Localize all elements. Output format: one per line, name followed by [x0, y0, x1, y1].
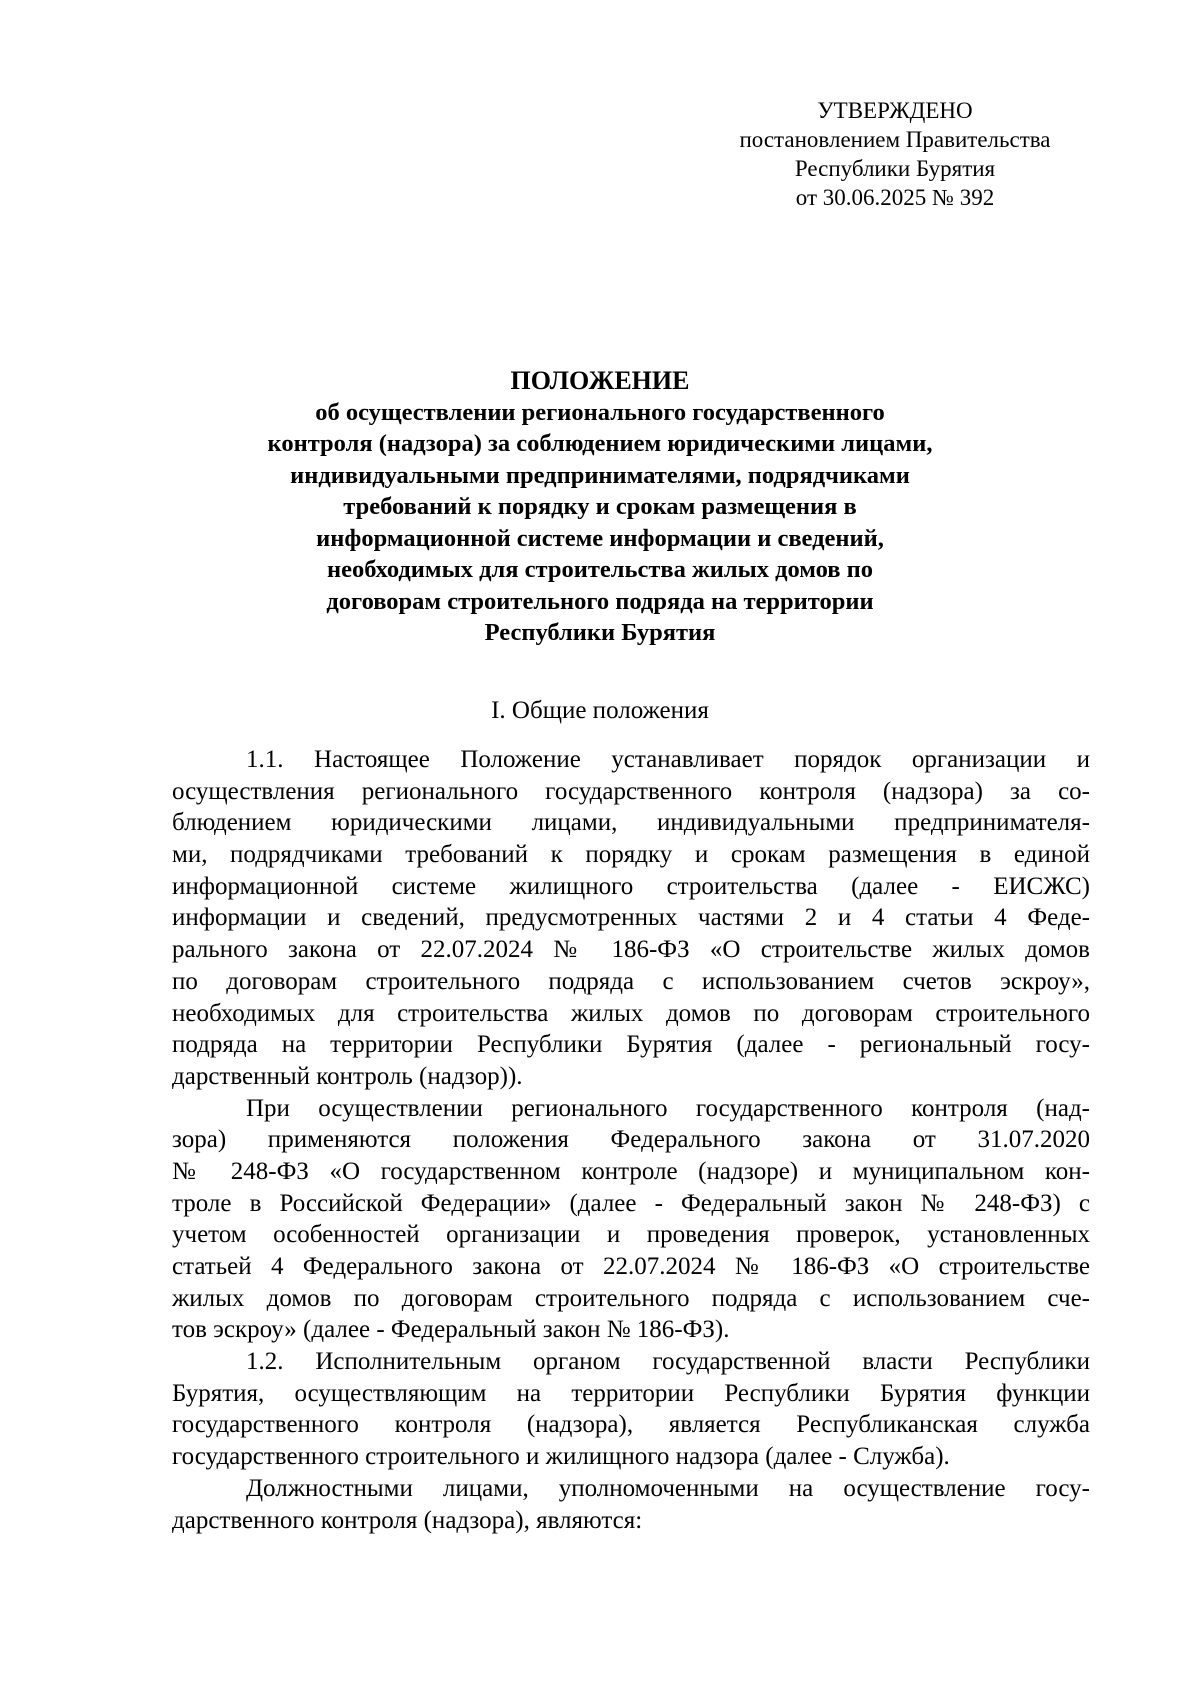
text-line: по договорам строительного подряда с использованием счетов эскроу», — [172, 967, 1090, 995]
text-line: ми, подрядчиками требований к порядку и срокам размещения в единой — [172, 841, 1090, 869]
text-line: государственного контроля (надзора), является Республиканская служба — [172, 1411, 1090, 1439]
title-main: ПОЛОЖЕНИЕ — [510, 366, 690, 395]
text-line: При осуществлении регионального государственного контроля (над- — [246, 1094, 1090, 1122]
approval-line: от 30.06.2025 № 392 — [795, 185, 995, 210]
title-line: индивидуальными предпринимателями, подрядчиками — [290, 461, 910, 489]
paragraph-1-1 — [172, 744, 1090, 1093]
text-line: Бурятия, осуществляющим на территории Республики Бурятия функции — [172, 1379, 1090, 1407]
title-line: требований к порядку и срокам размещения в — [343, 493, 857, 520]
text-line: № 248-ФЗ «О государственном контроле (надзоре) и муниципальном кон- — [172, 1157, 1090, 1185]
text-line: дарственный контроль (надзор)). — [172, 1062, 523, 1090]
title-line: Республики Бурятия — [484, 619, 716, 646]
text-line: необходимых для строительства жилых домов по договорам строительного — [172, 999, 1090, 1027]
text-line: учетом особенностей организации и проведения проверок, установленных — [172, 1221, 1090, 1249]
approval-stamp — [700, 96, 1090, 212]
text-line: рального закона от 22.07.2024 № 186-ФЗ «О строительстве жилых домов — [172, 936, 1090, 964]
document-body — [172, 744, 1090, 1536]
paragraph-1-2 — [172, 1346, 1090, 1473]
text-line: 1.1. Настоящее Положение устанавливает порядок организации и — [246, 746, 1090, 773]
text-line: подряда на территории Республики Бурятия (далее - региональный госу- — [172, 1031, 1090, 1059]
text-line: тов эскроу» (далее - Федеральный закон № 186-ФЗ). — [172, 1316, 730, 1344]
text-line: троле в Российской Федерации» (далее - Федеральный закон № 248-ФЗ) с — [172, 1189, 1090, 1217]
document-title — [170, 365, 1030, 649]
title-line: информационной системе информации и сведений, — [316, 524, 884, 552]
text-line: статьей 4 Федерального закона от 22.07.2024 № 186-ФЗ «О строительстве — [172, 1253, 1090, 1280]
text-line: осуществления регионального государственного контроля (надзора) за со- — [172, 777, 1090, 805]
paragraph-1-1-cont — [172, 1093, 1090, 1347]
text-line: жилых домов по договорам строительного подряда с использованием сче- — [172, 1284, 1090, 1312]
approval-line: УТВЕРЖДЕНО — [817, 98, 973, 123]
approval-line: постановлением Правительства — [739, 127, 1051, 152]
section-heading: I. Общие положения — [491, 697, 709, 724]
approval-line: Республики Бурятия — [794, 156, 996, 181]
title-line: контроля (надзора) за соблюдением юридическими лицами, — [267, 430, 933, 457]
text-line: зора) применяются положения Федерального закона от 31.07.2020 — [172, 1126, 1090, 1154]
text-line: дарственного контроля (надзора), являются: — [172, 1506, 643, 1534]
title-line: необходимых для строительства жилых домов по — [327, 556, 873, 583]
title-line: об осуществлении регионального государственного — [315, 398, 885, 426]
paragraph-officials — [172, 1473, 1090, 1536]
text-line: государственного строительного и жилищного надзора (далее - Служба). — [172, 1443, 950, 1471]
text-line: 1.2. Исполнительным органом государственной власти Республики — [246, 1348, 1090, 1376]
text-line: Должностными лицами, уполномоченными на осуществление госу- — [246, 1474, 1090, 1502]
text-line: блюдением юридическими лицами, индивидуальными предпринимателя- — [172, 809, 1090, 837]
title-line: договорам строительного подряда на территории — [326, 587, 874, 615]
text-line: информационной системе жилищного строительства (далее - ЕИСЖС) — [172, 872, 1090, 900]
text-line: информации и сведений, предусмотренных частями 2 и 4 статьи 4 Феде- — [172, 904, 1090, 932]
